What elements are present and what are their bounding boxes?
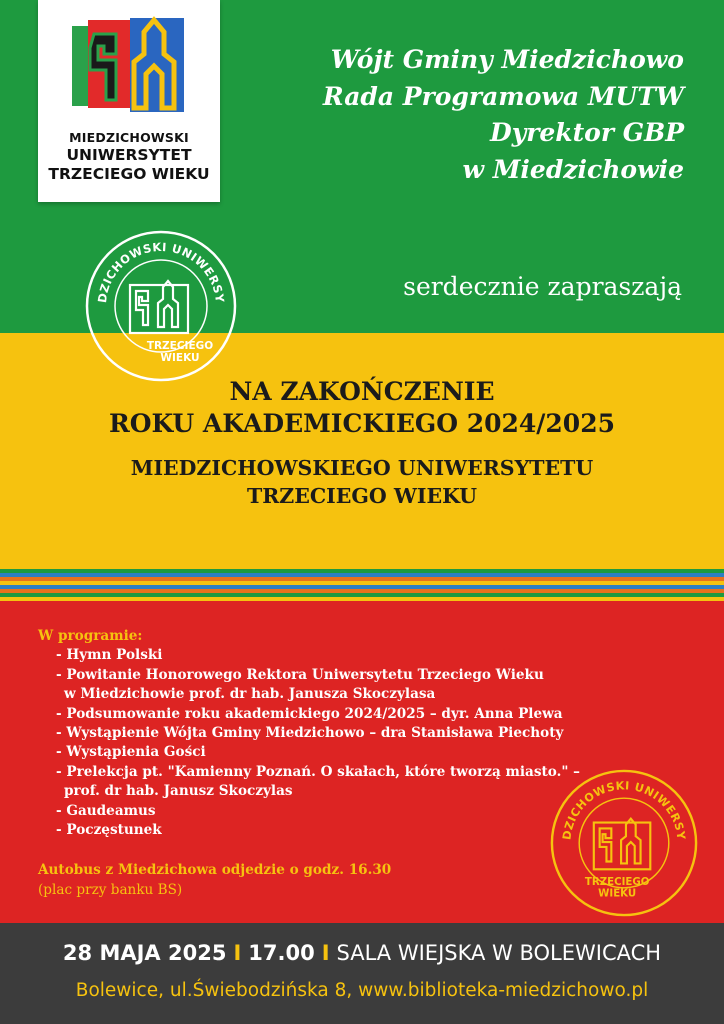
- logo-mark-icon: [72, 16, 186, 114]
- list-item: w Miedzichowie prof. dr hab. Janusza Skoczylasa: [64, 686, 436, 703]
- organizers: [323, 42, 684, 188]
- event-address: Bolewice, ul.Świebodzińska 8, www.biblioteka-miedzichowo.pl: [75, 980, 649, 1001]
- event-time: 17.00: [248, 941, 315, 965]
- stamp-logo-icon: [130, 281, 188, 333]
- program-list: [38, 646, 638, 840]
- list-item: - Podsumowanie roku akademickiego 2024/2025 – dyr. Anna Plewa: [56, 705, 563, 722]
- list-item: - Gaudeamus: [56, 802, 156, 819]
- list-item: - Wystąpienie Wójta Gminy Miedzichowo – dra Stanisława Piechoty: [56, 725, 564, 742]
- event-place: SALA WIEJSKA W BOLEWICACH: [336, 941, 662, 965]
- stamp-white: [84, 229, 238, 387]
- organizer-line: Dyrektor GBP: [490, 118, 684, 147]
- list-item: - Powitanie Honorowego Rektora Uniwersytetu Trzeciego Wieku: [56, 666, 544, 683]
- heading-line-3: MIEDZICHOWSKIEGO UNIWERSYTETU: [130, 456, 594, 480]
- organizer-line: Wójt Gminy Miedzichowo: [330, 45, 684, 74]
- list-item: prof. dr hab. Janusz Skoczylas: [64, 783, 293, 800]
- list-item: - Wystąpienia Gości: [56, 744, 206, 761]
- logo-line-2: UNIWERSYTET: [66, 146, 192, 164]
- separator: I: [233, 941, 242, 965]
- organizer-line: w Miedzichowie: [462, 154, 684, 184]
- invite-text: serdecznie zapraszają: [403, 272, 682, 301]
- event-date: 28 MAJA 2025: [62, 941, 227, 965]
- separator: I: [321, 941, 330, 965]
- main-heading: [0, 376, 724, 440]
- logo: [38, 0, 220, 202]
- list-item: - Hymn Polski: [56, 647, 163, 664]
- bus-line-1: Autobus z Miedzichowa odjedzie o godz. 16.30: [38, 862, 392, 878]
- logo-line-3: TRZECIEGO WIEKU: [48, 165, 210, 183]
- stamp-inner-line-1: TRZECIEGO: [146, 340, 214, 352]
- list-item: - Poczęstunek: [56, 822, 162, 839]
- program-title: W programie:: [38, 628, 143, 644]
- stamp-arc-text: DZICHOWSKI UNIWERSY: [560, 779, 688, 841]
- list-item: - Prelekcja pt. "Kamienny Poznań. O skałach, które tworzą miasto." –: [56, 763, 580, 780]
- stamp-arc-text: DZICHOWSKI UNIWERSY: [94, 239, 228, 304]
- footer-band: [0, 923, 724, 1024]
- heading-line-4: TRZECIEGO WIEKU: [246, 484, 478, 508]
- heading-line-1: NA ZAKOŃCZENIE: [229, 377, 495, 406]
- stamp-logo-icon: [594, 819, 650, 870]
- color-stripes: [0, 565, 724, 605]
- organizer-line: Rada Programowa MUTW: [322, 81, 684, 111]
- stamp-yellow: [549, 768, 699, 922]
- event-date-line: [0, 941, 724, 965]
- stamp-inner-line-1: TRZECIEGO: [584, 876, 650, 888]
- stamp-inner-line-2: WIEKU: [598, 888, 637, 900]
- sub-heading: [0, 454, 724, 510]
- stamp-inner-line-2: WIEKU: [160, 352, 200, 364]
- logo-line-1: MIEDZICHOWSKI: [69, 130, 189, 145]
- bus-line-2: (plac przy banku BS): [38, 881, 183, 898]
- program: [38, 627, 638, 840]
- heading-line-2: ROKU AKADEMICKIEGO 2024/2025: [108, 409, 615, 438]
- bus-info: [38, 861, 391, 900]
